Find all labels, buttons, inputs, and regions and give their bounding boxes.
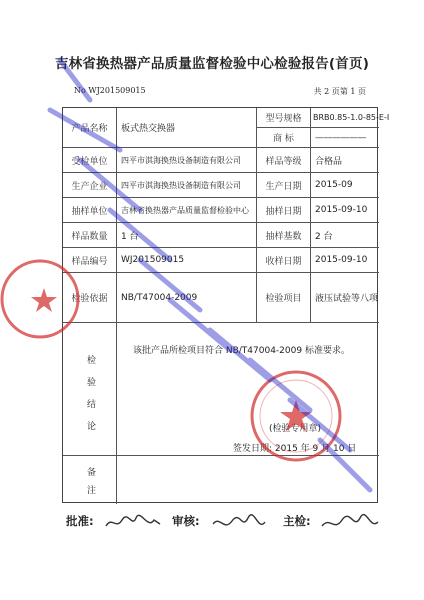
report-number-label: No	[74, 86, 86, 95]
conclusion-text: 该批产品所检项目符合 NB/T47004-2009 标准要求。	[133, 346, 350, 356]
trademark-value: ——————	[311, 128, 379, 148]
product-name-value: 板式热交换器	[117, 108, 257, 148]
basis-label: 检验依据	[63, 273, 117, 323]
conclusion-char: 论	[87, 422, 97, 432]
issue-date: 签发日期: 2015 年 9 月 10 日	[233, 444, 357, 454]
sampling-date-label: 抽样日期	[257, 198, 311, 223]
inspect-signature	[320, 512, 380, 536]
manufacturer-label: 生产企业	[63, 173, 117, 198]
grade-label: 样品等级	[257, 148, 311, 173]
remarks-char: 注	[87, 486, 97, 496]
report-number-value: WJ201509015	[88, 86, 146, 95]
receive-date-label: 收样日期	[257, 248, 311, 273]
sample-qty-label: 样品数量	[63, 223, 117, 248]
review-label: 审核:	[172, 514, 200, 528]
sample-qty-value: 1 台	[117, 223, 257, 248]
sampling-base-label: 抽样基数	[257, 223, 311, 248]
approve-signature	[104, 512, 164, 534]
client-label: 受检单位	[63, 148, 117, 173]
product-name-label: 产品名称	[63, 108, 117, 148]
watermark-stroke	[20, 40, 390, 510]
conclusion-char: 检	[87, 356, 97, 366]
conclusion-char: 验	[87, 378, 97, 388]
sampler-label: 抽样单位	[63, 198, 117, 223]
page-title: 吉林省换热器产品质量监督检验中心检验报告(首页)	[54, 56, 370, 72]
sample-no-label: 样品编号	[63, 248, 117, 273]
review-signature	[210, 512, 268, 536]
page-info: 共 2 页第 1 页	[313, 87, 366, 96]
receive-date-value: 2015-09-10	[311, 248, 379, 273]
client-value: 四平市淇海换热设备制造有限公司	[117, 148, 257, 173]
production-date-value: 2015-09	[311, 173, 379, 198]
model-value: BRB0.85-1.0-85-E-I	[311, 108, 379, 128]
basis-value: NB/T47004-2009	[117, 273, 257, 323]
item-value: 液压试验等八项	[311, 273, 379, 323]
conclusion-char: 结	[87, 400, 97, 410]
model-label: 型号规格	[257, 108, 311, 128]
seal-note: (检验专用章)	[269, 424, 322, 434]
remarks-char: 备	[87, 468, 97, 478]
sampler-value: 吉林省换热器产品质量监督检验中心	[117, 198, 257, 223]
trademark-label: 商 标	[257, 128, 311, 148]
sample-no-value: WJ201509015	[117, 248, 257, 273]
production-date-label: 生产日期	[257, 173, 311, 198]
grade-value: 合格品	[311, 148, 379, 173]
sampling-base-value: 2 台	[311, 223, 379, 248]
approve-label: 批准:	[66, 514, 94, 528]
sampling-date-value: 2015-09-10	[311, 198, 379, 223]
item-label: 检验项目	[257, 273, 311, 323]
manufacturer-value: 四平市淇海换热设备制造有限公司	[117, 173, 257, 198]
inspect-label: 主检:	[283, 514, 311, 528]
